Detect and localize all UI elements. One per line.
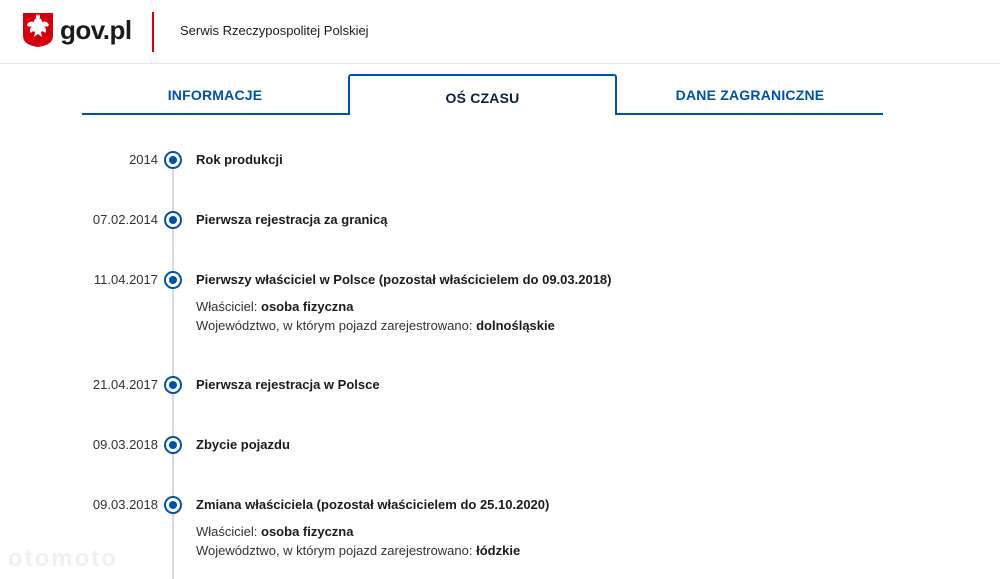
- timeline-dot-icon: [164, 271, 182, 289]
- event-date: 09.03.2018: [92, 437, 158, 452]
- owner-line: [196, 298, 555, 317]
- region-value: dolnośląskie: [476, 317, 555, 333]
- event-date: 2014: [129, 152, 158, 167]
- region-label: Województwo, w którym pojazd zarejestrowano:: [196, 317, 477, 333]
- region-value: łódzkie: [476, 542, 521, 558]
- event-title: Rok produkcji: [196, 152, 283, 167]
- event-date: 07.02.2014: [92, 212, 158, 227]
- region-label: Województwo, w którym pojazd zarejestrowano:: [196, 542, 477, 558]
- event-title: Zbycie pojazdu: [196, 437, 290, 452]
- event-title: Pierwszy właściciel w Polsce (pozostał właścicielem do 09.03.2018): [196, 272, 612, 287]
- timeline-dot-icon: [164, 496, 182, 514]
- owner-line: [196, 523, 520, 542]
- watermark: otomoto: [8, 545, 118, 572]
- timeline-dot-icon: [164, 436, 182, 454]
- timeline-dot-icon: [164, 151, 182, 169]
- event-title: Pierwsza rejestracja za granicą: [196, 212, 388, 227]
- logo-text: gov.pl: [60, 15, 132, 45]
- owner-label: Właściciel:: [196, 299, 262, 314]
- event-date: 21.04.2017: [92, 377, 158, 392]
- owner-value: osoba fizyczna: [261, 299, 354, 314]
- tab-informacje[interactable]: INFORMACJE: [82, 74, 348, 115]
- region-line: [196, 317, 555, 336]
- tab-dane-zagraniczne[interactable]: DANE ZAGRANICZNE: [617, 74, 883, 115]
- region-line: [196, 542, 520, 561]
- timeline-dot-icon: [164, 211, 182, 229]
- tab-os-czasu[interactable]: OŚ CZASU: [348, 74, 617, 115]
- owner-label: Właściciel:: [196, 524, 262, 539]
- timeline-dot-icon: [164, 376, 182, 394]
- event-details: [196, 298, 555, 335]
- owner-value: osoba fizyczna: [261, 524, 354, 539]
- event-details: [196, 523, 520, 560]
- event-title: Zmiana właściciela (pozostał właścicielem do 25.10.2020): [196, 497, 550, 512]
- event-title: Pierwsza rejestracja w Polsce: [196, 377, 380, 392]
- service-name: Serwis Rzeczypospolitej Polskiej: [180, 23, 369, 38]
- event-date: 11.04.2017: [93, 272, 158, 287]
- event-date: 09.03.2018: [92, 497, 158, 512]
